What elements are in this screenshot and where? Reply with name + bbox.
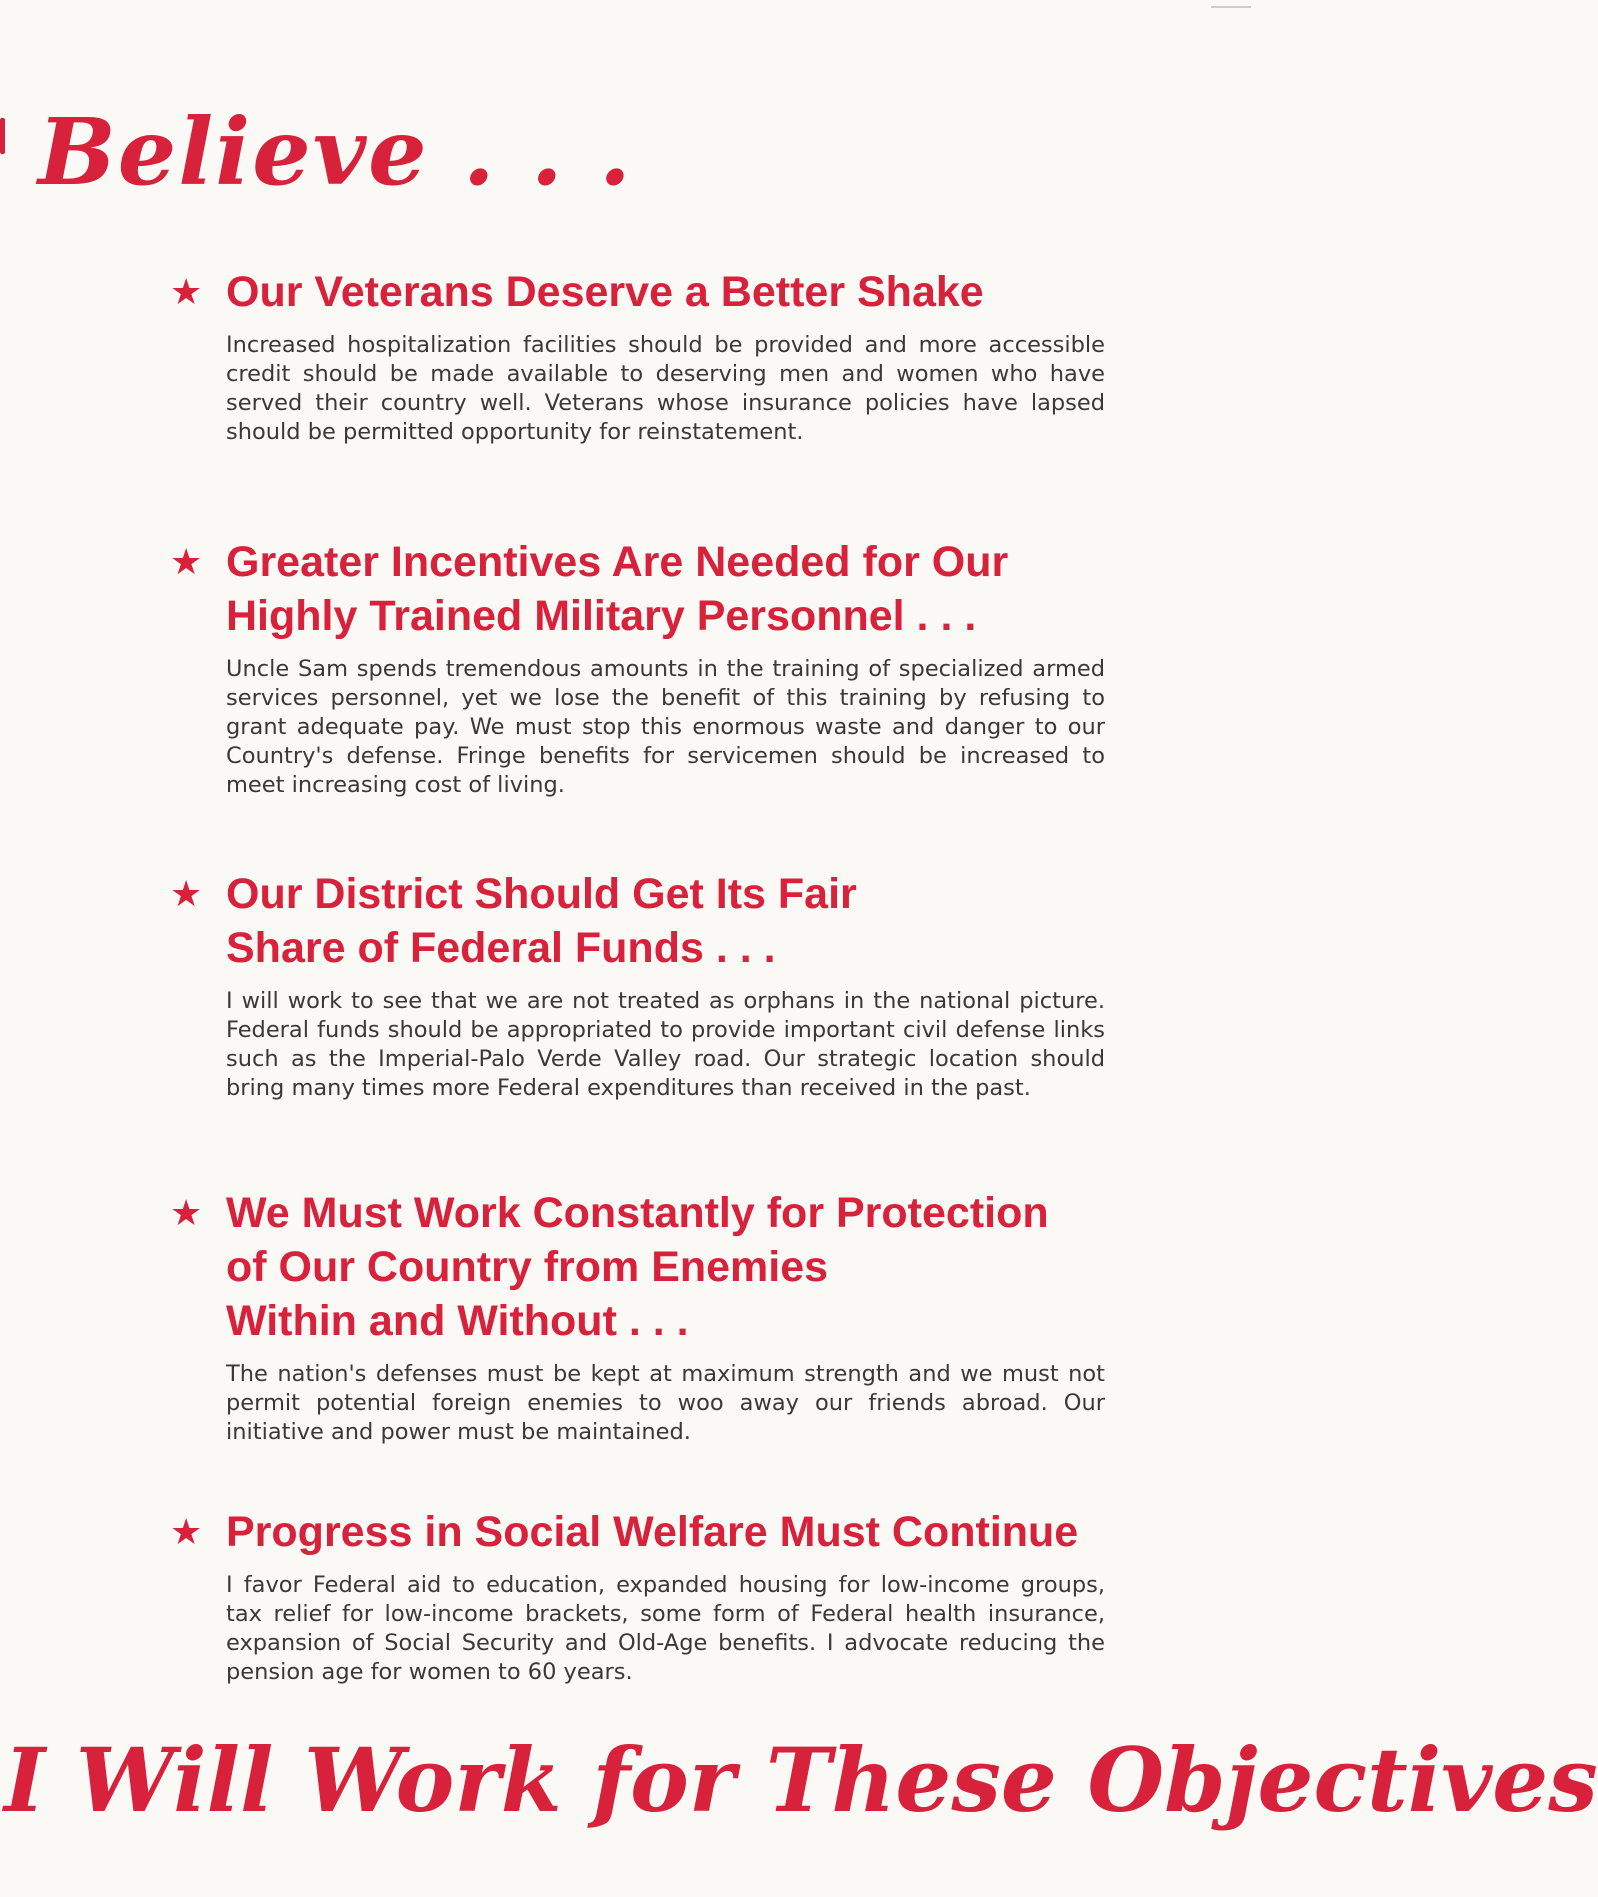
section-title: Our Veterans Deserve a Better Shake (226, 268, 984, 316)
section-body: I will work to see that we are not treated as orphans in the national picture. Federal funds should be appropriated to provide important civil defense links such as the Imperial-Palo Verde Valley road. Our strategic location should bring many times more Federal expenditures than received in the past. (226, 988, 1105, 1101)
page-edge-mark (1211, 6, 1251, 8)
section-body: Increased hospitalization facilities should be provided and more accessible credit should be made available to deserving men and women who have served their country well. Veterans whose insurance policies have lapsed should be permitted opportunity for reinstatement. (226, 332, 1105, 445)
section-title: Greater Incentives Are Needed for Our Highly Trained Military Personnel . . . (226, 538, 1009, 640)
section-title: Progress in Social Welfare Must Continue (226, 1508, 1079, 1556)
star-icon: ★ (170, 1193, 203, 1234)
section-body: Uncle Sam spends tremendous amounts in the training of specialized armed services personnel, yet we lose the benefit of this training by refusing to grant adequate pay. We must stop this enormous waste and danger to our Country's defense. Fringe benefits for servicemen should be increased to meet increasing cost of living. (226, 656, 1105, 798)
page-heading: Believe . . . (38, 98, 633, 206)
section-federal-funds (170, 867, 1105, 1103)
section-national-protection (170, 1186, 1105, 1447)
star-icon: ★ (170, 272, 203, 313)
cropped-letter-fragment (0, 118, 5, 154)
star-icon: ★ (170, 1512, 203, 1553)
star-icon: ★ (170, 542, 203, 583)
section-title: We Must Work Constantly for Protection of Our Country from Enemies Within and Without . . . (226, 1189, 1049, 1345)
section-title: Our District Should Get Its Fair Share of Federal Funds . . . (226, 870, 857, 972)
section-body: The nation's defenses must be kept at maximum strength and we must not permit potential foreign enemies to woo away our friends abroad. Our initiative and power must be maintained. (226, 1361, 1105, 1445)
star-icon: ★ (170, 874, 203, 915)
section-body: I favor Federal aid to education, expanded housing for low-income groups, tax relief for low-income brackets, some form of Federal health insurance, expansion of Social Security and Old-Age benefits. I advocate reducing the pension age for women to 60 years. (226, 1572, 1105, 1685)
closing-statement: I Will Work for These Objectives (4, 1728, 1598, 1832)
section-social-welfare (170, 1505, 1105, 1687)
section-military-incentives (170, 535, 1105, 800)
section-veterans (170, 265, 1105, 447)
